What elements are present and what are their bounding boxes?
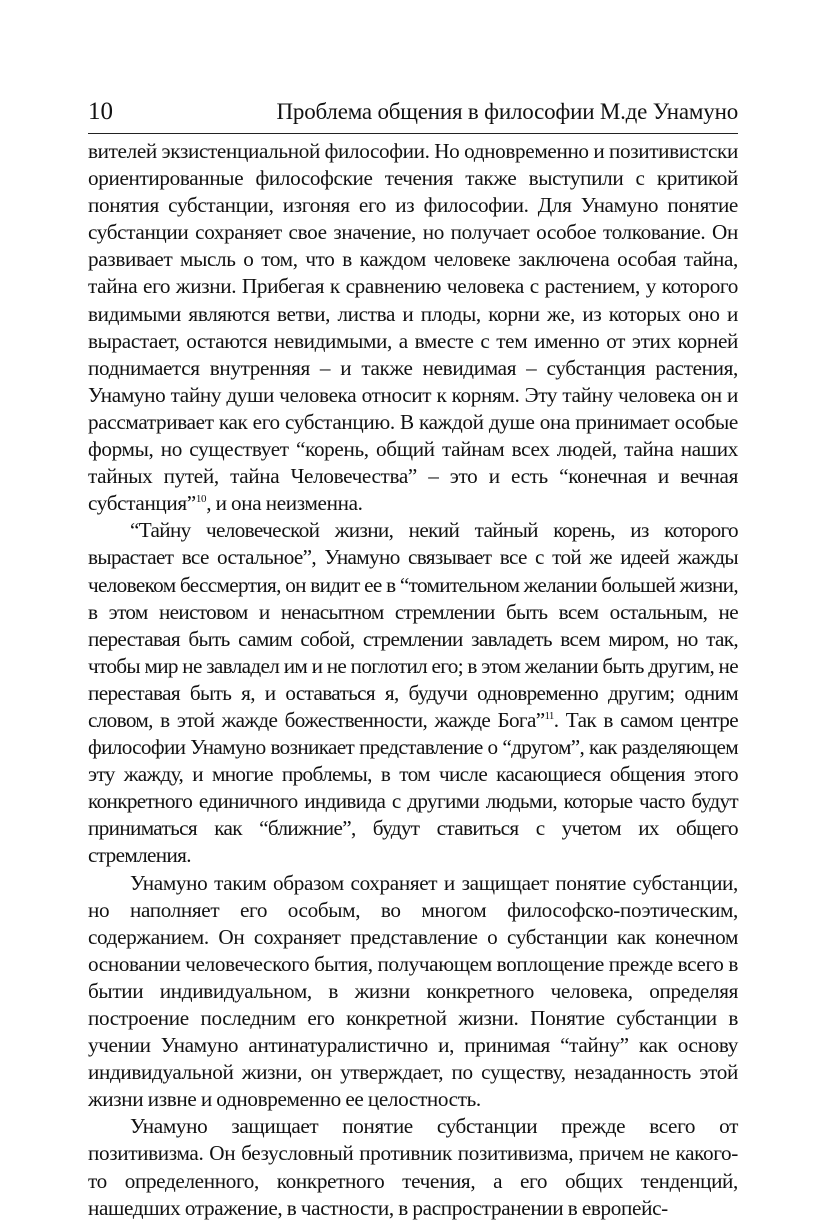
footnote-marker-11: 11 [544,709,554,722]
book-page [88,98,738,1222]
body-text [88,138,738,1222]
page-number: 10 [88,98,113,125]
paragraph-1 [88,138,738,517]
footnote-marker-10: 10 [195,493,207,506]
paragraph-4: Унамуно защищает понятие субстанции прежде всего от позитивизма. Он безусловный противник позитивизма, причем не какого-то определенного, конкретного течения, а его общих тенденций, нашедших отражение, в частности, в распространении в европейс- [88,1114,738,1220]
paragraph-3: Унамуно таким образом сохраняет и защищает понятие субстанции, но наполняет его особым, во многом философско-поэтическим, содержанием. Он сохраняет представление о субстанции как конечном основании человеческого бытия, получающем воплощение прежде всего в бытии индивидуальном, в жизни конкретного человека, определяя построение последним его конкретной жизни. Понятие субстанции в учении Унамуно антинатуралистично и, принимая “тайну” как основу индивидуальной жизни, он утверждает, по существу, незаданность этой жизни извне и одновременно ее целостность. [88,870,738,1112]
running-head [88,98,738,134]
paragraph-2 [88,517,738,869]
running-title: Проблема общения в философии М.де Унамуно [276,99,738,124]
paragraph-1-tail: , и она неизменна. [206,491,363,516]
paragraph-2-text: “Тайну человеческой жизни, некий тайный корень, из которого вырастает все остальное”, Унамуно связывает все с той же идеей жажды человеком бессмертия, он видит ее в “томительном желании большей жизни, в этом неистовом и ненасытном стремлении быть всем остальным, не переставая быть самим собой, стремлении завладеть всем миром, но так, чтобы мир не завладел им и не поглотил его; в этом желании быть другим, не переставая быть я, и оставаться я, будучи одновременно другим; одним словом, в этой жажде божественности, жажде Бога” [88,518,738,732]
paragraph-2-tail: . Так в самом центре философии Унамуно возникает представление о “другом”, как разделяющем эту жажду, и многие проблемы, в том числе касающиеся общения этого конкретного единичного индивида с другими людьми, которые часто будут приниматься как “ближние”, будут ставиться с учетом их общего стремления. [88,707,738,868]
paragraph-1-text: вителей экзистенциальной философии. Но одновременно и позитивистски ориентированные философские течения также выступили с критикой понятия субстанции, изгоняя его из философии. Для Унамуно понятие субстанции сохраняет свое значение, но получает особое толкование. Он развивает мысль о том, что в каждом человеке заключена особая тайна, тайна его жизни. Прибегая к сравнению человека с растением, у которого видимыми являются ветви, листва и плоды, корни же, из которых оно и вырастает, остаются невидимыми, а вместе с тем именно от этих корней поднимается внутренняя – и также невидимая – субстанция растения, Унамуно тайну души человека относит к корням. Эту тайну человека он и рассматривает как его субстанцию. В каждой душе она принимает особые формы, но существует “корень, общий тайнам всех людей, тайна наших тайных путей, тайна Человечества” – это и есть “конечная и вечная субстанция” [88,139,738,516]
